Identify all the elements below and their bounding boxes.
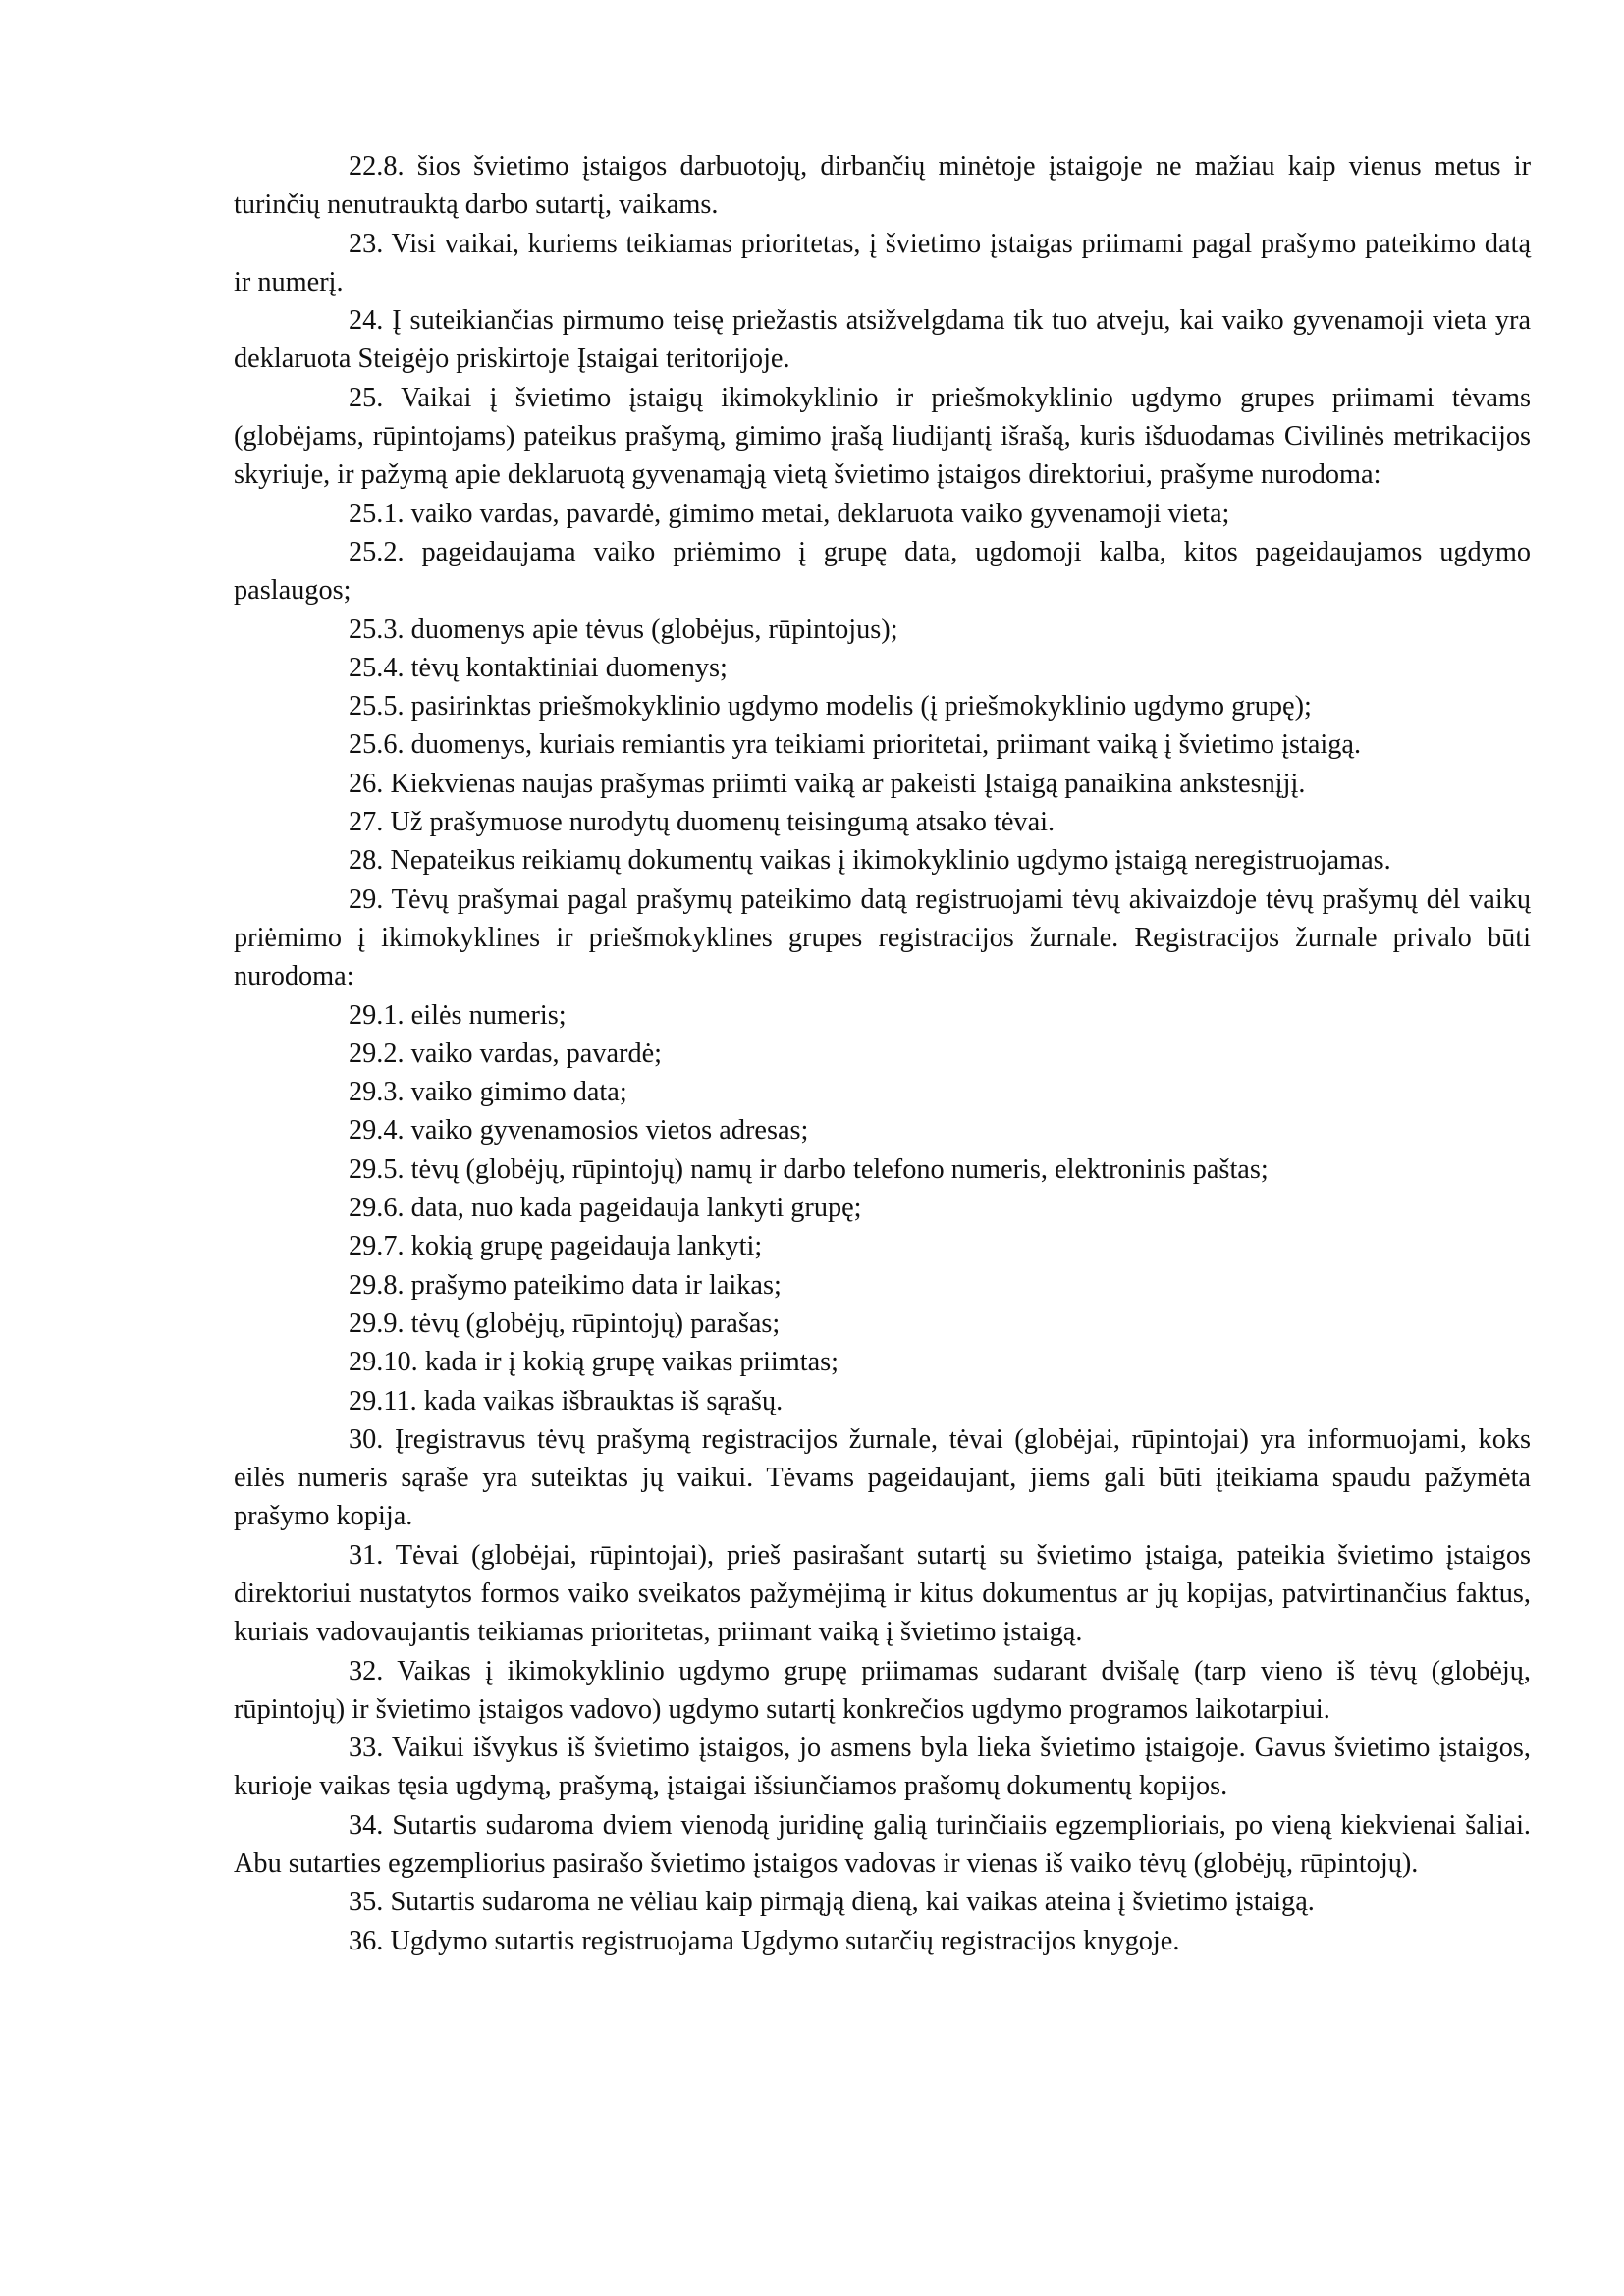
- item-29-1: 29.1. eilės numeris;: [349, 999, 567, 1031]
- item-25-4: 25.4. tėvų kontaktiniai duomenys;: [349, 652, 728, 683]
- item-29-7: 29.7. kokią grupę pageidauja lankyti;: [349, 1231, 763, 1262]
- item-29-5: 29.5. tėvų (globėjų, rūpintojų) namų ir darbo telefono numeris, elektroninis paštas;: [349, 1153, 1269, 1185]
- item-29-3: 29.3. vaiko gimimo data;: [349, 1077, 627, 1108]
- item-25-1: 25.1. vaiko vardas, pavardė, gimimo metai, deklaruota vaiko gyvenamoji vieta;: [349, 498, 1230, 529]
- paragraph-35: 35. Sutartis sudaroma ne vėliau kaip pirmąją dieną, kai vaikas ateina į švietimo įstaigą.: [349, 1887, 1315, 1918]
- item-29-11: 29.11. kada vaikas išbrauktas iš sąrašų.: [349, 1385, 784, 1416]
- paragraph-30: 30. Įregistravus tėvų prašymą registracijos žurnale, tėvai (globėjai, rūpintojai) yra informuojami, koks eilės numeris sąraše yra suteiktas jų vaikui. Tėvams pageidaujant, jiems gali būti įteikiama spaudu pažymėta prašymo kopija.: [234, 1423, 1531, 1532]
- item-29-6: 29.6. data, nuo kada pageidauja lankyti grupę;: [349, 1193, 862, 1224]
- paragraph-22-8: 22.8. šios švietimo įstaigos darbuotojų, dirbančių minėtoje įstaigoje ne mažiau kaip vienus metus ir turinčių nenutrauktą darbo sutartį, vaikams.: [234, 151, 1531, 221]
- item-25-3: 25.3. duomenys apie tėvus (globėjus, rūpintojus);: [349, 614, 898, 645]
- paragraph-26: 26. Kiekvienas naujas prašymas priimti vaiką ar pakeisti Įstaigą panaikina ankstesnįjį.: [349, 768, 1306, 799]
- item-29-9: 29.9. tėvų (globėjų, rūpintojų) parašas;: [349, 1308, 781, 1339]
- paragraph-29: 29. Tėvų prašymai pagal prašymų pateikimo datą registruojami tėvų akivaizdoje tėvų prašymų dėl vaikų priėmimo į ikimokyklines ir priešmokyklines grupes registracijos žurnale. Registracijos žurnale privalo būti nurodoma:: [234, 883, 1531, 992]
- item-25-2: 25.2. pageidaujama vaiko priėmimo į grupę data, ugdomoji kalba, kitos pageidaujamos ugdymo paslaugos;: [234, 536, 1531, 607]
- paragraph-31: 31. Tėvai (globėjai, rūpintojai), prieš pasirašant sutartį su švietimo įstaiga, pateikia švietimo įstaigos direktoriui nustatytos formos vaiko sveikatos pažymėjimą ir kitus dokumentus ar jų kopijas, patvirtinančius faktus, kuriais vadovaujantis teikiamas prioritetas, priimant vaiką į švietimo įstaigą.: [234, 1539, 1531, 1648]
- paragraph-36: 36. Ugdymo sutartis registruojama Ugdymo sutarčių registracijos knygoje.: [349, 1925, 1180, 1956]
- item-25-5: 25.5. pasirinktas priešmokyklinio ugdymo modelis (į priešmokyklinio ugdymo grupę);: [349, 691, 1312, 722]
- paragraph-34: 34. Sutartis sudaroma dviem vienodą juridinę galią turinčiaiis egzemplioriais, po vieną kiekvienai šaliai. Abu sutarties egzempliorius pasirašo švietimo įstaigos vadovas ir vienas iš vaiko tėvų (globėjų, rūpintojų).: [234, 1809, 1531, 1880]
- item-25-6: 25.6. duomenys, kuriais remiantis yra teikiami prioritetai, priimant vaiką į švietimo įstaigą.: [349, 729, 1362, 761]
- item-29-4: 29.4. vaiko gyvenamosios vietos adresas;: [349, 1115, 809, 1147]
- paragraph-27: 27. Už prašymuose nurodytų duomenų teisingumą atsako tėvai.: [349, 807, 1056, 838]
- item-29-2: 29.2. vaiko vardas, pavardė;: [349, 1038, 663, 1069]
- item-29-8: 29.8. prašymo pateikimo data ir laikas;: [349, 1269, 782, 1301]
- item-29-10: 29.10. kada ir į kokią grupę vaikas priimtas;: [349, 1347, 839, 1378]
- paragraph-33: 33. Vaikui išvykus iš švietimo įstaigos, jo asmens byla lieka švietimo įstaigoje. Gavus švietimo įstaigos, kurioje vaikas tęsia ugdymą, prašymą, įstaigai išsiunčiamos prašomų dokumentų kopijos.: [234, 1733, 1531, 1802]
- paragraph-25: 25. Vaikai į švietimo įstaigų ikimokyklinio ir priešmokyklinio ugdymo grupes priimami tėvams (globėjams, rūpintojams) pateikus prašymą, gimimo įrašą liudijantį išrašą, kuris išduodamas Civilinės metrikacijos skyriuje, ir pažymą apie deklaruotą gyvenamąją vietą švietimo įstaigos direktoriui, prašyme nurodoma:: [234, 382, 1531, 491]
- paragraph-23: 23. Visi vaikai, kuriems teikiamas prioritetas, į švietimo įstaigas priimami pagal prašymo pateikimo datą ir numerį.: [234, 228, 1531, 297]
- document-page: [234, 147, 1531, 1960]
- paragraph-24: 24. Į suteikiančias pirmumo teisę priežastis atsižvelgdama tik tuo atveju, kai vaiko gyvenamoji vieta yra deklaruota Steigėjo priskirtoje Įstaigai teritorijoje.: [234, 305, 1531, 375]
- paragraph-28: 28. Nepateikus reikiamų dokumentų vaikas į ikimokyklinio ugdymo įstaigą neregistruojamas.: [349, 845, 1391, 877]
- paragraph-32: 32. Vaikas į ikimokyklinio ugdymo grupę priimamas sudarant dvišalę (tarp vieno iš tėvų (globėjų, rūpintojų) ir švietimo įstaigos vadovo) ugdymo sutartį konkrečios ugdymo programos laikotarpiui.: [234, 1655, 1531, 1725]
